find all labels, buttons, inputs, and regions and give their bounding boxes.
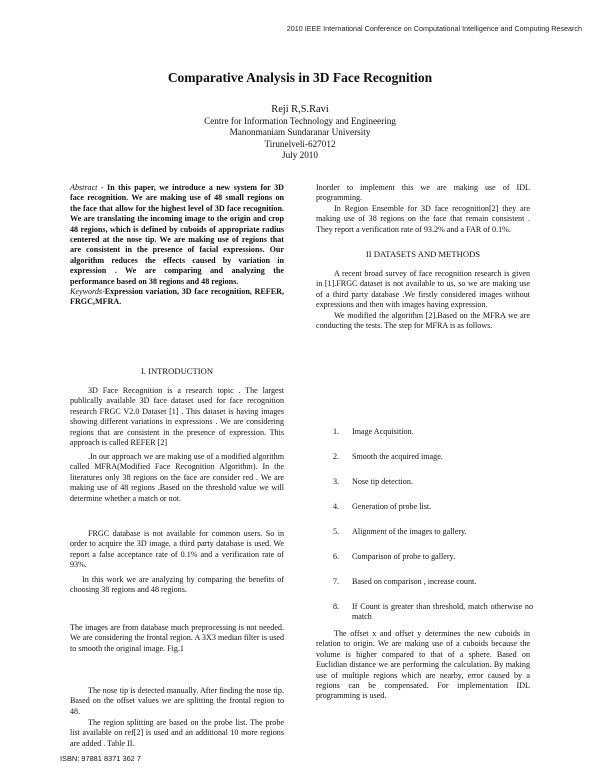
abstract-label: Abstract -: [70, 183, 104, 192]
affiliation-line-1: Centre for Information Technology and Engineering: [204, 115, 396, 126]
list-item: [333, 602, 533, 623]
author-names: Reji R,S.Ravi: [271, 104, 329, 115]
mfra-steps-list: [333, 427, 533, 637]
paragraph-text: .In our approach we are making use of a modified algorithm called MFRA(Modified Face Recognition Algorithm). In the literatures only 38 regions on the face are consider red . We are making use of 48 regions .Based on the threshold value we will determine whether a match or not.: [70, 452, 284, 503]
section-heading-datasets: II DATASETS AND METHODS: [365, 249, 481, 259]
step-number: 3.: [333, 477, 340, 486]
abstract-text: In this paper, we introduce a new system for 3D face recognition. We are making use of 48 small regions on the face that allow for the highest level of 3D face recognition. We are translating the incoming image to the origin and crop 48 regions, which is defined by cuboids of appropriate radius centered at the nose tip. We are making use of regions that are consistent in the presence of facial expressions. Our algorithm reduces the effects caused by variation in expression . We are comparing and analyzing the performance based on 38 regions and 48 regions.: [70, 183, 284, 286]
keywords-label: Keywords-: [70, 287, 105, 297]
keywords-text: Expression variation, 3D face recognition, REFER, FRGC,MFRA.: [70, 287, 284, 307]
right-paragraph-1: [316, 183, 530, 235]
step-text: Based on comparison , increase count.: [352, 577, 477, 586]
step-text: Alignment of the images to gallery.: [352, 527, 467, 536]
intro-paragraph-4: [70, 575, 284, 596]
step-number: 4.: [333, 502, 340, 511]
paragraph-text: A recent broad survey of face recognition research is given in [1].FRGC dataset is not available to us, so we are making use of a third party database .We firstly considered images without expressions and then with images having expression.: [316, 269, 530, 310]
step-text: Comparison of probe to gallery.: [352, 552, 456, 561]
intro-paragraph-7: [70, 718, 284, 749]
paragraph-text: FRGC database is not available for common users. So in order to acquire the 3D image, a third party database is used. We report a false acceptance rate of 0.1% and a verification rate of 93%.: [70, 529, 284, 570]
intro-paragraph-5: [70, 623, 284, 654]
list-item: [333, 527, 533, 537]
step-number: 8.: [333, 602, 340, 611]
paragraph-text: Inorder to implement this we are making use of IDL programming.: [316, 183, 530, 203]
list-item: [333, 427, 533, 437]
step-text: Smooth the acquired image.: [352, 452, 443, 461]
paragraph-text: The nose tip is detected manually. After finding the nose tip. Based on the offset values we are splitting the frontal region to 48.: [70, 686, 284, 716]
author-block: [0, 104, 600, 162]
list-item: [333, 477, 533, 487]
step-number: 6.: [333, 552, 340, 561]
intro-paragraph-6: [70, 686, 284, 717]
step-number: 2.: [333, 452, 340, 461]
list-item: [333, 552, 533, 562]
paper-date: July 2010: [282, 150, 318, 160]
step-text: Nose tip detection.: [352, 477, 413, 486]
paragraph-text: In Region Ensemble for 3D face recognition[2] they are making use of 38 regions on the face that remain consistent . They report a verification rate of 93.2% and a FAR of 0.1%.: [316, 203, 530, 234]
step-text: If Count is greater than threshold, match otherwise no match: [352, 602, 533, 622]
right-paragraph-offsets: [316, 629, 530, 702]
isbn-footer: ISBN: 97881 8371 362 7: [60, 754, 141, 763]
paragraph-text: 3D Face Recognition is a research topic . The largest publically available 3D face dataset used for face recognition research FRGC V2.0 Dataset [1] . This dataset is having images showing different variations in expressions . We are considering regions that are consistent in the presence of expression. This approach is called REFER [2]: [70, 386, 284, 448]
paragraph-text: The images are from database much preprocessing is not needed. We are considering the frontal region. A 3X3 median filter is used to smooth the original image. Fig.1: [70, 623, 284, 653]
conference-header: 2010 IEEE International Conference on Computational Intelligence and Computing Research: [286, 24, 582, 33]
paragraph-text: In this work we are analyzing by comparing the benefits of choosing 38 regions and 48 regions.: [70, 575, 284, 595]
intro-paragraph-1: [70, 386, 284, 448]
paragraph-text: The offset x and offset y determines the new cuboids in relation to origin. We are making use of a cuboids because the volume is higher compared to that of a sphere. Based on Euclidian distance we are performing the calculation. By making use of multiple regions which are nearby, error caused by a regions can be compensated. For implementation IDL programming is used.: [316, 629, 530, 701]
step-number: 7.: [333, 577, 340, 586]
step-text: Generation of probe list.: [352, 502, 432, 511]
paragraph-text: We modified the algorithm [2].Based on the MFRA we are conducting the tests. The step for MFRA is as follows.: [316, 310, 530, 331]
right-paragraph-2: [316, 269, 530, 331]
paragraph-text: The region splitting are based on the probe list. The probe list available on ref[2] is used and an additional 10 more regions are added . Table II.: [70, 718, 284, 748]
step-number: 5.: [333, 527, 340, 536]
affiliation-line-2: Manonmaniam Sundaranar University: [229, 127, 371, 137]
step-text: Image Acquisition.: [352, 427, 414, 436]
list-item: [333, 577, 533, 587]
intro-paragraph-2: [70, 452, 284, 504]
list-item: [333, 452, 533, 462]
paper-title: Comparative Analysis in 3D Face Recognition: [167, 70, 433, 85]
abstract: [70, 183, 284, 308]
author-location: Tirunelveli-627012: [264, 138, 336, 149]
list-item: [333, 502, 533, 512]
step-number: 1.: [333, 427, 340, 436]
section-heading-introduction: I. INTRODUCTION: [140, 366, 214, 376]
intro-paragraph-3: [70, 529, 284, 571]
